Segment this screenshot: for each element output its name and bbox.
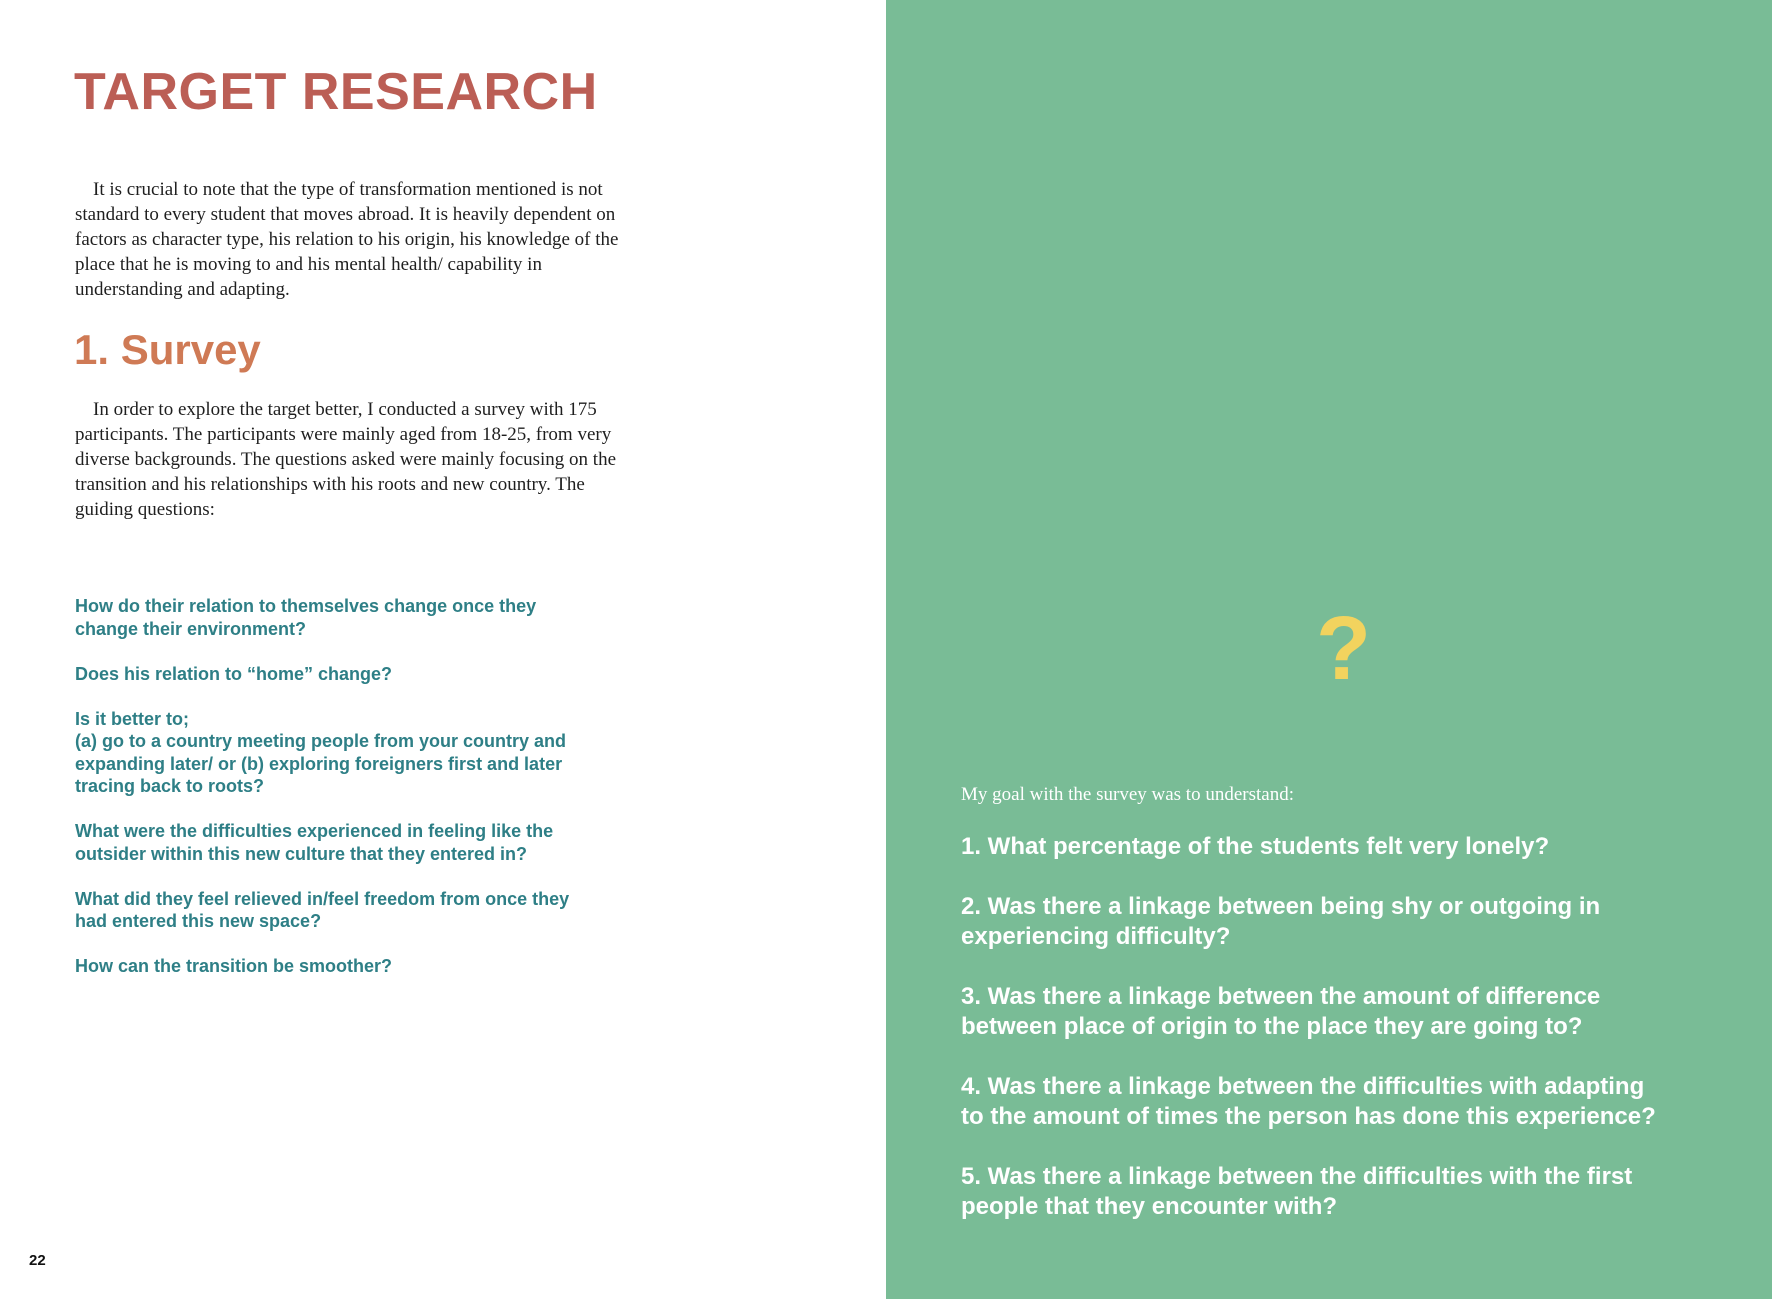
page-number: 22 [29,1252,46,1269]
guiding-question: Is it better to; (a) go to a country meeting people from your country and expanding later/ or (b) exploring foreigners first and later tracing back to roots? [75,708,567,796]
guiding-question: Does his relation to “home” change? [75,663,393,684]
goal-questions-list [961,832,1721,1252]
goal-question: 5. Was there a linkage between the difficulties with the first people that they encounter with? [961,1163,1633,1220]
guiding-questions-list [75,595,635,1000]
section-heading-survey: 1. Survey [74,326,261,373]
survey-paragraph: In order to explore the target better, I conducted a survey with 175 participants. The participants were mainly aged from 18-25, from very diverse backgrounds. The questions asked were mainly focusing on the transition and his relationships with his roots and new country. The guiding questions: [75,399,617,520]
guiding-question: What were the difficulties experienced in feeling like the outsider within this new culture that they entered in? [75,821,554,864]
guiding-question: What did they feel relieved in/feel freedom from once they had entered this new space? [75,888,570,931]
page-title: TARGET RESEARCH [74,63,598,121]
intro-paragraph: It is crucial to note that the type of transformation mentioned is not standard to every student that moves abroad. It is heavily dependent on factors as character type, his relation to his origin, his knowledge of the place that he is moving to and his mental health/ capability in understanding and adapting. [75,179,619,300]
goal-question: 1. What percentage of the students felt very lonely? [961,833,1550,860]
goal-question: 3. Was there a linkage between the amount of difference between place of origin to the place they are going to? [961,983,1601,1040]
goal-question: 2. Was there a linkage between being shy or outgoing in experiencing difficulty? [961,893,1601,950]
guiding-question: How can the transition be smoother? [75,956,393,976]
goal-intro: My goal with the survey was to understand: [961,784,1294,805]
guiding-question: How do their relation to themselves change once they change their environment? [75,596,537,639]
question-mark-icon: ? [1316,599,1371,699]
goal-question: 4. Was there a linkage between the difficulties with adapting to the amount of times the person has done this experience? [961,1073,1656,1130]
